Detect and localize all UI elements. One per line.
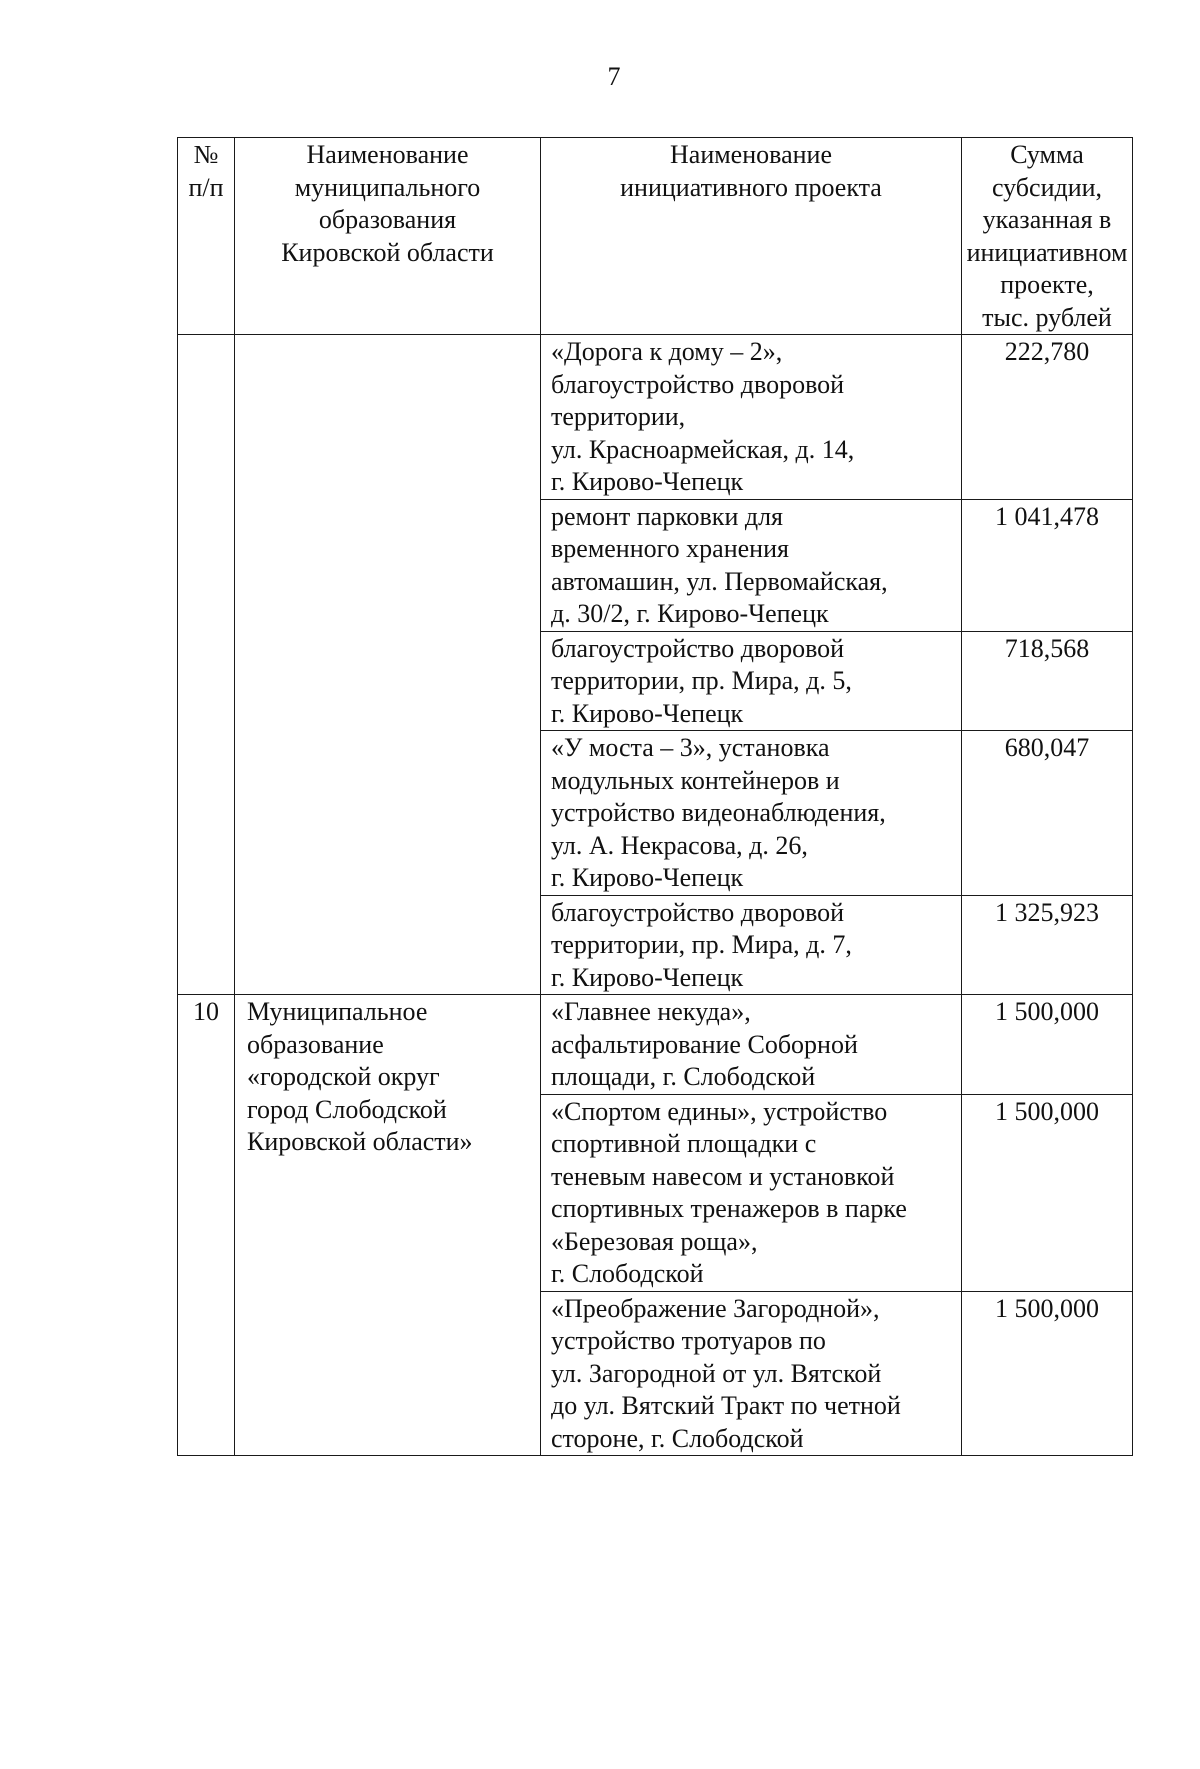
project-line: г. Слободской	[551, 1259, 704, 1288]
project-line: до ул. Вятский Тракт по четной	[551, 1391, 901, 1420]
project-line: благоустройство дворовой	[551, 633, 845, 663]
project-cell	[541, 1094, 962, 1291]
header-line: Наименование	[306, 140, 469, 169]
header-line: тыс. рублей	[982, 302, 1112, 332]
header-line: указанная в	[982, 205, 1112, 234]
project-line: «Преображение Загородной»,	[551, 1293, 880, 1323]
subsidy-sum-cell: 1 041,478	[962, 499, 1133, 631]
project-line: стороне, г. Слободской	[551, 1423, 804, 1453]
project-line: благоустройство дворовой	[551, 369, 845, 399]
municipality-line: образование	[247, 1029, 384, 1059]
municipality-line: город Слободской	[247, 1094, 447, 1124]
project-line: «Дорога к дому – 2»,	[551, 337, 783, 366]
header-line: №	[193, 140, 219, 169]
municipality-line: Кировской области»	[247, 1127, 473, 1156]
project-line: г. Кирово-Чепецк	[551, 467, 744, 496]
subsidy-sum-cell: 1 500,000	[962, 995, 1133, 1095]
project-line: модульных контейнеров и	[551, 765, 840, 795]
table-header-row	[178, 138, 1133, 335]
header-line: субсидии,	[991, 172, 1103, 202]
municipality-line: «городской округ	[247, 1062, 440, 1091]
project-line: г. Кирово-Чепецк	[551, 863, 744, 892]
municipality-line: Муниципальное	[247, 997, 428, 1026]
project-line: спортивных тренажеров в парке	[551, 1194, 907, 1223]
project-line: территории, пр. Мира, д. 7,	[551, 930, 852, 959]
project-line: теневым навесом и установкой	[551, 1161, 895, 1191]
project-line: временного хранения	[551, 534, 789, 563]
subsidy-table	[177, 137, 1133, 1456]
header-line: Сумма	[1010, 140, 1084, 169]
header-line: инициативном	[966, 237, 1128, 267]
header-line: Кировской области	[281, 237, 494, 267]
project-line: г. Кирово-Чепецк	[551, 962, 744, 992]
project-line: территории, пр. Мира, д. 5,	[551, 666, 852, 695]
header-project	[541, 138, 962, 335]
project-line: «Березовая роща»,	[551, 1226, 758, 1256]
project-line: ул. А. Некрасова, д. 26,	[551, 830, 808, 860]
subsidy-sum-cell: 1 500,000	[962, 1094, 1133, 1291]
project-line: д. 30/2, г. Кирово-Чепецк	[551, 599, 829, 628]
table-row	[178, 995, 1133, 1095]
project-line: ул. Загородной от ул. Вятской	[551, 1358, 882, 1388]
project-line: территории,	[551, 402, 686, 431]
project-line: «Спортом едины», устройство	[551, 1096, 888, 1126]
row-number-cell: 10	[178, 995, 235, 1456]
project-line: г. Кирово-Чепецк	[551, 698, 744, 728]
project-line: площади, г. Слободской	[551, 1062, 816, 1091]
project-line: асфальтирование Соборной	[551, 1029, 858, 1059]
project-cell	[541, 995, 962, 1095]
project-cell	[541, 1291, 962, 1456]
page-number: 7	[607, 62, 621, 91]
header-sum	[962, 138, 1133, 335]
subsidy-sum-cell: 1 325,923	[962, 895, 1133, 995]
header-line: проекте,	[1000, 270, 1094, 299]
project-cell	[541, 731, 962, 896]
header-line: образования	[318, 205, 457, 234]
project-line: «Главнее некуда»,	[551, 997, 751, 1026]
project-cell	[541, 631, 962, 731]
subsidy-sum-cell: 680,047	[962, 731, 1133, 896]
header-line: Наименование	[670, 140, 832, 169]
subsidy-sum-cell: 222,780	[962, 335, 1133, 500]
table-body	[178, 335, 1133, 1456]
project-line: «У моста – 3», установка	[551, 733, 830, 762]
header-num	[178, 138, 235, 335]
project-line: ремонт парковки для	[551, 501, 784, 531]
project-line: благоустройство дворовой	[551, 897, 845, 927]
header-municipality	[235, 138, 541, 335]
header-line: п/п	[188, 172, 224, 202]
project-cell	[541, 335, 962, 500]
subsidy-sum-cell: 1 500,000	[962, 1291, 1133, 1456]
project-line: автомашин, ул. Первомайская,	[551, 566, 888, 596]
row-number-cell	[178, 335, 235, 995]
project-line: устройство тротуаров по	[551, 1326, 826, 1355]
project-cell	[541, 499, 962, 631]
project-line: спортивной площадки с	[551, 1129, 817, 1158]
municipality-cell	[235, 335, 541, 995]
project-cell	[541, 895, 962, 995]
subsidy-sum-cell: 718,568	[962, 631, 1133, 731]
header-line: муниципального	[294, 172, 481, 202]
header-line: инициативного проекта	[620, 172, 882, 202]
table-row	[178, 335, 1133, 500]
project-line: устройство видеонаблюдения,	[551, 798, 886, 827]
project-line: ул. Красноармейская, д. 14,	[551, 434, 855, 464]
municipality-cell	[235, 995, 541, 1456]
